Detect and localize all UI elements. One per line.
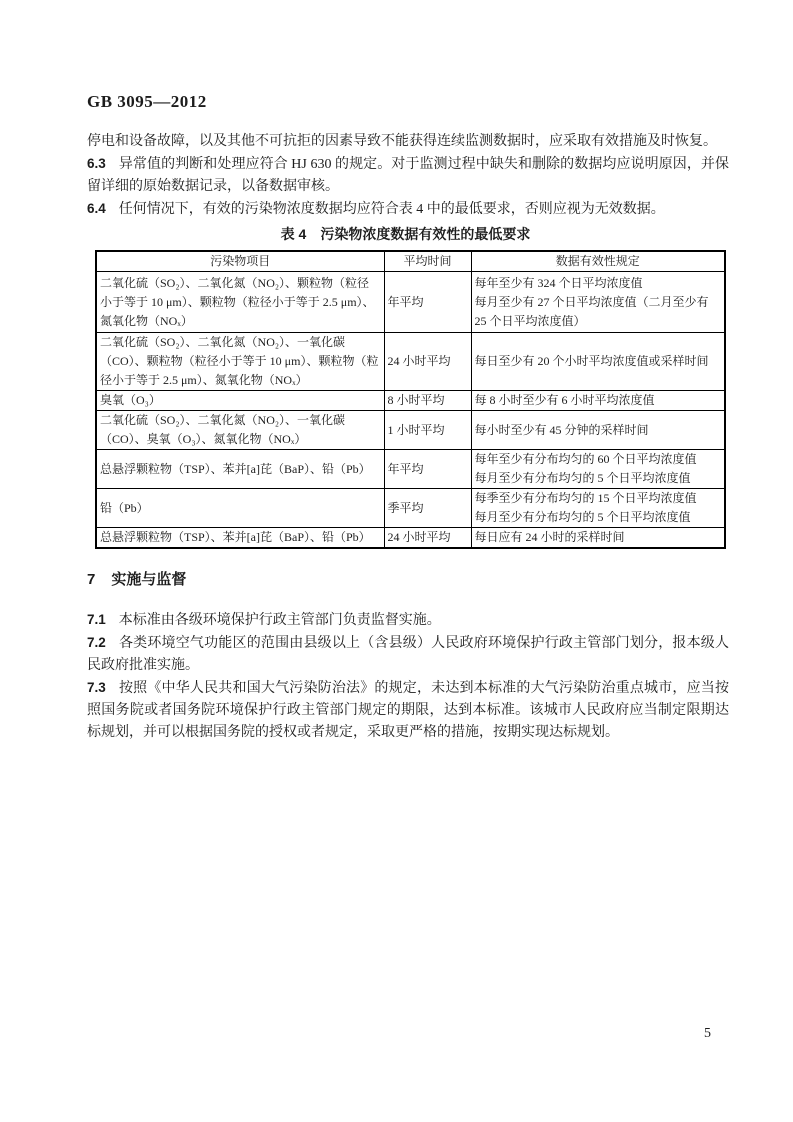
clause-number: 6.3 [87, 156, 106, 171]
clause-6-3 [87, 153, 729, 198]
clause-7-3 [87, 677, 729, 744]
period-cell: 季平均 [384, 489, 471, 528]
pollutant-cell: 铅（Pb） [96, 489, 384, 528]
section-6-text [87, 131, 729, 221]
pollutant-cell: 总悬浮颗粒物（TSP）、苯并[a]芘（BaP）、铅（Pb） [96, 450, 384, 489]
requirement-cell: 每 8 小时至少有 6 小时平均浓度值 [471, 391, 725, 411]
requirement-cell: 每日应有 24 小时的采样时间 [471, 528, 725, 549]
clause-7-2 [87, 632, 729, 677]
table-4-title: 表 4 污染物浓度数据有效性的最低要求 [280, 226, 531, 242]
table-header-row [96, 251, 725, 272]
pollutant-cell: 二氧化硫（SO₂）、二氧化氮（NO₂）、一氧化碳（CO）、臭氧（O₃）、氮氧化物（NOₓ） [96, 411, 384, 450]
page-number: 5 [704, 1026, 711, 1041]
paragraph-text: 停电和设备故障，以及其他不可抗拒的因素导致不能获得连续监测数据时，应采取有效措施及时恢复。 [87, 134, 717, 149]
section-number: 7 [87, 571, 96, 588]
paragraph-continuation [87, 131, 729, 153]
doc-number: GB 3095—2012 [87, 92, 207, 111]
clause-6-4 [87, 198, 729, 221]
period-cell: 24 小时平均 [384, 333, 471, 391]
clause-number: 7.3 [87, 680, 106, 695]
pollutant-cell: 二氧化硫（SO₂）、二氧化氮（NO₂）、一氧化碳（CO）、颗粒物（粒径小于等于 10 μm）、颗粒物（粒径小于等于 2.5 μm）、氮氧化物（NOₓ） [96, 333, 384, 391]
period-cell: 24 小时平均 [384, 528, 471, 549]
requirement-cell: 每年至少有分布均匀的 60 个日平均浓度值 每月至少有分布均匀的 5 个日平均浓度值 [471, 450, 725, 489]
clause-text: 各类环境空气功能区的范围由县级以上（含县级）人民政府环境保护行政主管部门划分，报本级人民政府批准实施。 [87, 636, 729, 673]
table-row [96, 411, 725, 450]
clause-text: 按照《中华人民共和国大气污染防治法》的规定，未达到本标准的大气污染防治重点城市，应当按照国务院或者国务院环境保护行政主管部门规定的期限，达到本标准。该城市人民政府应当制定限期达标规划，并可以根据国务院的授权或者规定，采取更严格的措施，按期实现达标规划。 [87, 681, 729, 740]
pollutant-cell: 总悬浮颗粒物（TSP）、苯并[a]芘（BaP）、铅（Pb） [96, 528, 384, 549]
column-header-pollutant: 污染物项目 [96, 251, 384, 272]
table-row [96, 489, 725, 528]
pollutant-cell: 二氧化硫（SO₂）、二氧化氮（NO₂）、颗粒物（粒径小于等于 10 μm）、颗粒物（粒径小于等于 2.5 μm）、氮氧化物（NOₓ） [96, 272, 384, 333]
column-header-period: 平均时间 [384, 251, 471, 272]
clause-number: 7.1 [87, 612, 106, 627]
section-7-text [87, 609, 729, 744]
pollutant-cell: 臭氧（O₃） [96, 391, 384, 411]
requirement-cell: 每小时至少有 45 分钟的采样时间 [471, 411, 725, 450]
table-4-data-validity [95, 250, 726, 549]
table-row [96, 450, 725, 489]
period-cell: 年平均 [384, 272, 471, 333]
requirement-cell: 每年至少有 324 个日平均浓度值 每月至少有 27 个日平均浓度值（二月至少有 25 个日平均浓度值） [471, 272, 725, 333]
period-cell: 1 小时平均 [384, 411, 471, 450]
clause-number: 7.2 [87, 635, 106, 650]
table-row [96, 272, 725, 333]
clause-text: 本标准由各级环境保护行政主管部门负责监督实施。 [118, 613, 441, 628]
clause-text: 异常值的判断和处理应符合 HJ 630 的规定。对于监测过程中缺失和删除的数据均应说明原因，并保留详细的原始数据记录，以备数据审核。 [87, 157, 729, 194]
column-header-requirement: 数据有效性规定 [471, 251, 725, 272]
section-7-heading [87, 568, 186, 589]
table-row [96, 528, 725, 549]
requirement-cell: 每日至少有 20 个小时平均浓度值或采样时间 [471, 333, 725, 391]
period-cell: 年平均 [384, 450, 471, 489]
section-title: 实施与监督 [111, 571, 187, 588]
clause-number: 6.4 [87, 201, 106, 216]
clause-7-1 [87, 609, 729, 632]
table-row [96, 333, 725, 391]
clause-text: 任何情况下，有效的污染物浓度数据均应符合表 4 中的最低要求，否则应视为无效数据。 [118, 202, 665, 217]
period-cell: 8 小时平均 [384, 391, 471, 411]
requirement-cell: 每季至少有分布均匀的 15 个日平均浓度值 每月至少有分布均匀的 5 个日平均浓度值 [471, 489, 725, 528]
table-row [96, 391, 725, 411]
